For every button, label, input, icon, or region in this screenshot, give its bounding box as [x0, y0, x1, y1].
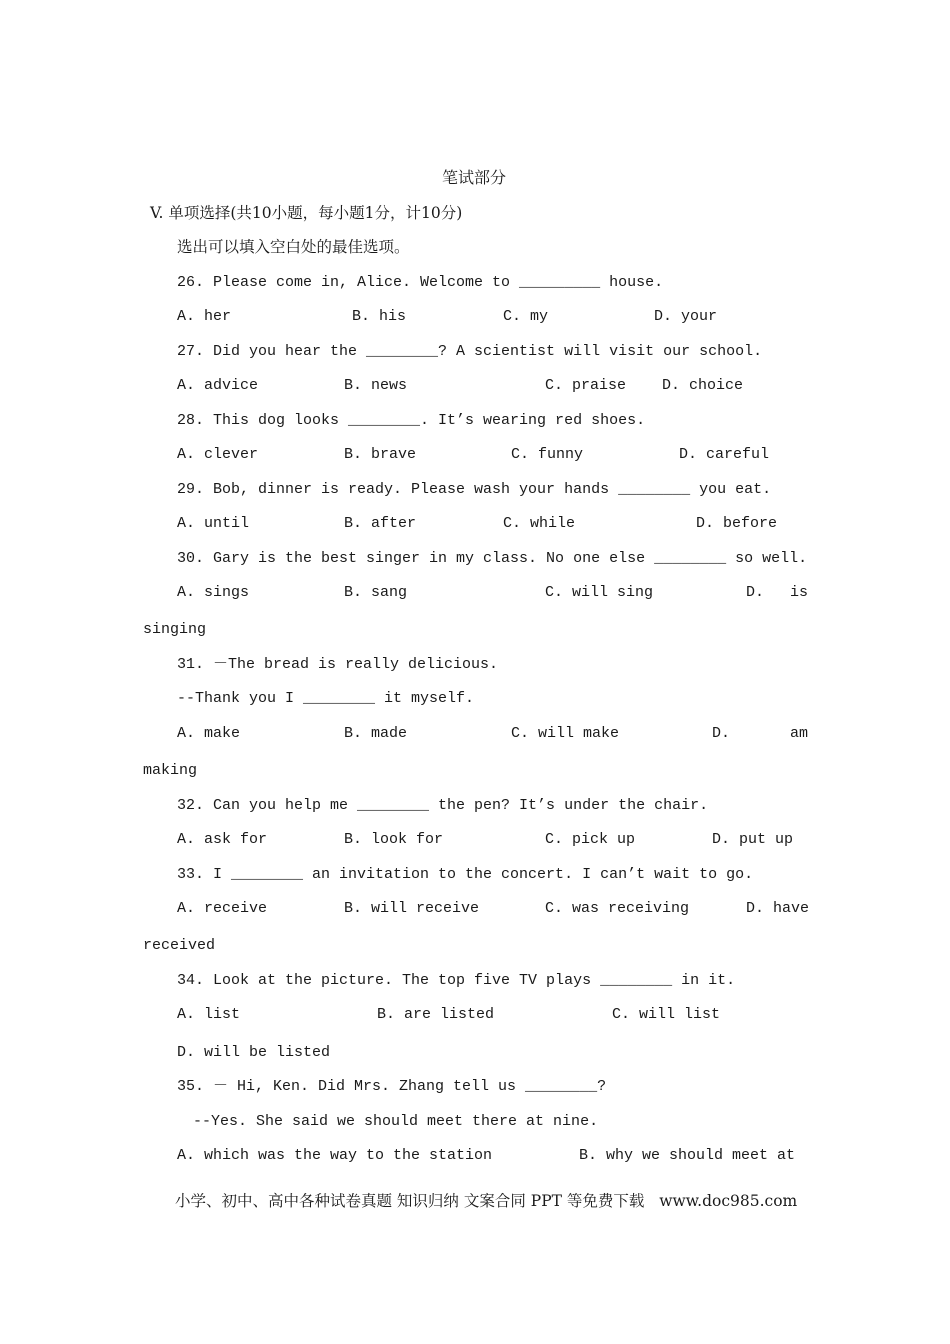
option-text: am — [790, 725, 809, 742]
option-wrap: making — [143, 762, 198, 779]
option: B. are listed — [377, 1006, 495, 1023]
question-stem: 33. I ________ an invitation to the concert. I can’t wait to go. — [177, 866, 754, 883]
option: A. make — [177, 725, 241, 742]
section-title: 笔试部分 — [442, 168, 507, 187]
question-stem: 35. － Hi, Ken. Did Mrs. Zhang tell us ________? — [177, 1078, 607, 1095]
question-stem: 27. Did you hear the ________? A scientist will visit our school. — [177, 343, 763, 360]
option: D. — [712, 725, 731, 742]
option-wrap: singing — [143, 621, 207, 638]
option: B. look for — [344, 831, 444, 848]
option: D. careful — [679, 446, 770, 463]
option-wrap: D. will be listed — [177, 1044, 331, 1061]
option: A. which was the way to the station — [177, 1147, 493, 1164]
option: A. list — [177, 1006, 241, 1023]
option: C. will list — [612, 1006, 721, 1023]
option: A. until — [177, 515, 250, 532]
option: C. praise — [545, 377, 627, 394]
option: D. have — [746, 900, 810, 917]
footer-banner: 小学、初中、高中各种试卷真题 知识归纳 文案合同 PPT 等免费下载 www.doc985.com — [175, 1192, 798, 1210]
option: C. while — [503, 515, 576, 532]
question-stem: 26. Please come in, Alice. Welcome to _________ house. — [177, 274, 664, 291]
option: C. will sing — [545, 584, 654, 601]
option: B. news — [344, 377, 408, 394]
option: A. advice — [177, 377, 259, 394]
option: B. why we should meet at — [579, 1147, 796, 1164]
question-stem: 29. Bob, dinner is ready. Please wash your hands ________ you eat. — [177, 481, 772, 498]
instruction: 选出可以填入空白处的最佳选项。 — [177, 238, 410, 256]
option: C. was receiving — [545, 900, 690, 917]
question-stem: 31. －The bread is really delicious. — [177, 656, 499, 673]
option: B. his — [352, 308, 407, 325]
option: A. receive — [177, 900, 268, 917]
option-wrap: received — [143, 937, 216, 954]
option: D. — [746, 584, 765, 601]
option: B. will receive — [344, 900, 480, 917]
option: C. funny — [511, 446, 584, 463]
option: C. will make — [511, 725, 620, 742]
question-stem-reply: --Yes. She said we should meet there at nine. — [193, 1113, 599, 1130]
option: A. clever — [177, 446, 259, 463]
option: B. brave — [344, 446, 417, 463]
option: D. your — [654, 308, 718, 325]
option: A. her — [177, 308, 232, 325]
question-stem: 30. Gary is the best singer in my class. No one else ________ so well. — [177, 550, 808, 567]
option: D. choice — [662, 377, 744, 394]
option: B. after — [344, 515, 417, 532]
question-stem-reply: --Thank you I ________ it myself. — [177, 690, 475, 707]
option: D. before — [696, 515, 778, 532]
option: A. sings — [177, 584, 250, 601]
part-heading: V. 单项选择(共10小题，每小题1分，计10分) — [150, 204, 463, 222]
option-text: is — [790, 584, 809, 601]
option: D. put up — [712, 831, 794, 848]
question-stem: 28. This dog looks ________. It’s wearing red shoes. — [177, 412, 646, 429]
option: C. pick up — [545, 831, 636, 848]
option: B. made — [344, 725, 408, 742]
option: A. ask for — [177, 831, 268, 848]
option: C. my — [503, 308, 549, 325]
question-stem: 32. Can you help me ________ the pen? It’s under the chair. — [177, 797, 709, 814]
option: B. sang — [344, 584, 408, 601]
question-stem: 34. Look at the picture. The top five TV plays ________ in it. — [177, 972, 736, 989]
